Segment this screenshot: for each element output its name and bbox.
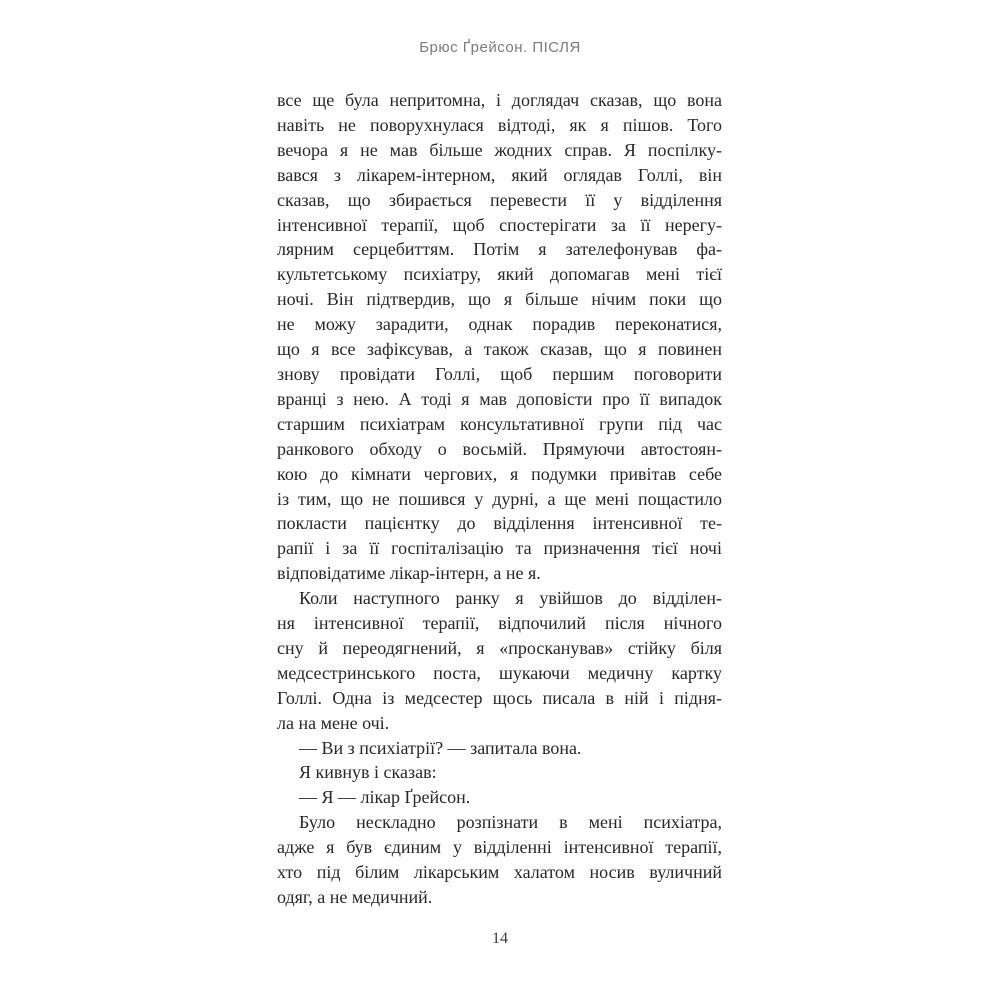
- text-line: ночі. Він підтвердив, що я більше нічим поки що: [277, 289, 722, 310]
- text-line: сказав, що збирається перевести її у відділення: [277, 189, 722, 210]
- text-line: із тим, що не пошився у дурні, а ще мені пощастило: [277, 488, 722, 509]
- text-line: вався з лікарем-інтерном, який оглядав Голлі, він: [277, 164, 722, 185]
- text-block: [277, 88, 722, 910]
- text-line: відповідатиме лікар-інтерн, а не я.: [277, 563, 541, 584]
- text-line: хто під білим лікарським халатом носив вуличний: [277, 862, 722, 883]
- text-line: ранкового обходу о восьмій. Прямуючи автостоян-: [277, 438, 722, 459]
- text-line: що я все зафіксував, а також сказав, що я повинен: [277, 339, 722, 360]
- text-line: кою до кімнати чергових, я подумки привітав себе: [277, 463, 722, 484]
- running-header: Брюс Ґрейсон. ПІСЛЯ: [419, 39, 581, 56]
- text-line: медсестринського поста, шукаючи медичну картку: [277, 662, 722, 683]
- text-line: Коли наступного ранку я увійшов до відділен-: [299, 588, 722, 609]
- text-line: — Ви з психіатрії? — запитала вона.: [299, 737, 582, 758]
- text-line: рапії і за її госпіталізацію та призначення тієї ночі: [277, 538, 722, 559]
- text-line: не можу зарадити, однак порадив переконатися,: [277, 314, 722, 335]
- text-line: культетському психіатру, який допомагав мені тієї: [277, 264, 722, 285]
- text-line: лярним серцебиттям. Потім я зателефонував фа-: [277, 239, 722, 260]
- text-line: Було нескладно розпізнати в мені психіатра,: [299, 812, 722, 833]
- text-line: адже я був єдиним у відділенні інтенсивної терапії,: [277, 837, 722, 858]
- text-line: сну й переодягнений, я «просканував» стійку біля: [277, 637, 722, 658]
- text-line: знову провідати Голлі, щоб першим поговорити: [277, 363, 722, 384]
- text-line: вранці з нею. А тоді я мав доповісти про її випадок: [277, 388, 722, 409]
- text-line: ня інтенсивної терапії, відпочилий після нічного: [277, 613, 722, 634]
- text-line: одяг, а не медичний.: [277, 887, 433, 907]
- text-line: старшим психіатрам консультативної групи під час: [277, 413, 722, 434]
- text-line: Голлі. Одна із медсестер щось писала в ній і підня-: [277, 687, 722, 708]
- page-number: 14: [492, 930, 508, 947]
- text-line: — Я — лікар Ґрейсон.: [299, 787, 471, 808]
- text-line: навіть не поворухнулася відтоді, як я пішов. Того: [277, 114, 722, 135]
- text-line: Я кивнув і сказав:: [299, 762, 437, 783]
- text-line: інтенсивної терапії, щоб спостерігати за її нерегу-: [277, 214, 722, 235]
- text-line: вечора я не мав більше жодних справ. Я поспілку-: [277, 139, 722, 160]
- text-line: ла на мене очі.: [277, 712, 390, 733]
- text-line: все ще була непритомна, і доглядач сказав, що вона: [277, 90, 722, 110]
- text-line: покласти пацієнтку до відділення інтенсивної те-: [277, 513, 722, 534]
